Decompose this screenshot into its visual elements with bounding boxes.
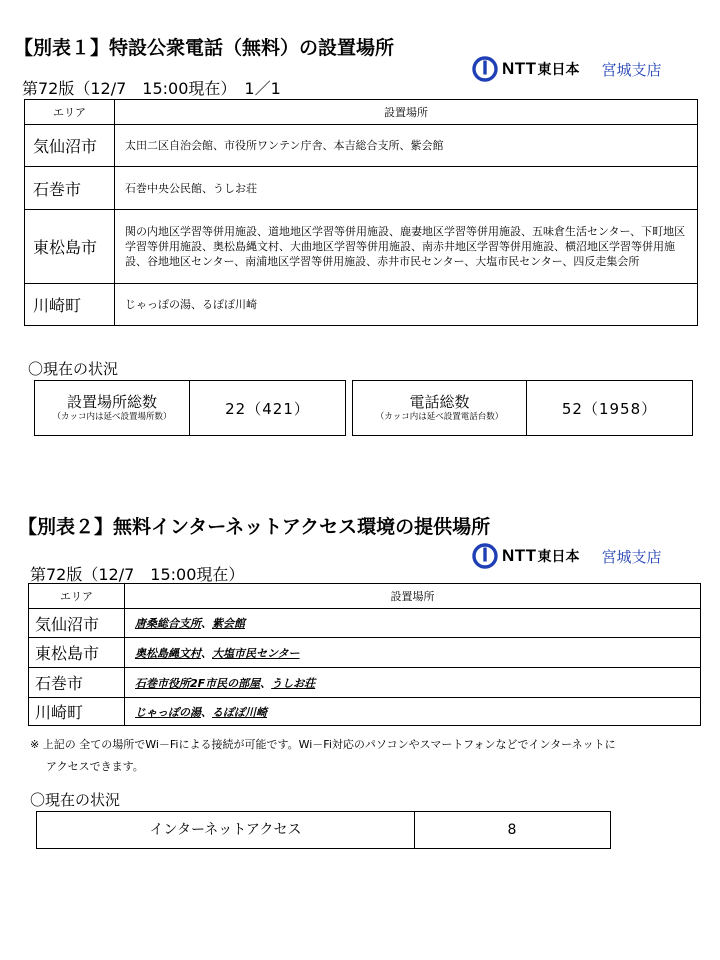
logo-east-text: 東日本: [537, 62, 580, 78]
place-link[interactable]: 奥松島縄文村: [135, 646, 201, 660]
row-place: [125, 638, 701, 668]
locations-sublabel: （カッコ内は延べ設置場所数）: [52, 412, 172, 422]
locations-label: 設置場所総数: [66, 393, 157, 411]
row-place: [125, 668, 701, 698]
row-place: 石巻中央公民館、うしお荘: [115, 167, 698, 210]
ntt-logo-1: [472, 56, 662, 82]
phone-location-table: [24, 99, 698, 326]
place-separator: 、: [201, 646, 212, 660]
locations-value: 22（421）: [190, 381, 346, 436]
ntt-logo-2: [472, 543, 662, 569]
table-header-area: エリア: [25, 100, 115, 125]
wifi-note: [30, 734, 710, 778]
table-row: [25, 167, 698, 210]
row-place: [125, 609, 701, 638]
table-row: [29, 638, 701, 668]
row-place: 関の内地区学習等併用施設、道地地区学習等併用施設、鹿妻地区学習等併用施設、五味倉生活センター、下町地区学習等併用施設、奥松島縄文村、大曲地区学習等併用施設、南赤井地区学習等併用施設、横沼地区学習等併用施設、谷地地区センター、南浦地区学習等併用施設、赤井市民センター、大塩市民センター、四反走集会所: [115, 210, 698, 284]
table-header-place: 設置場所: [115, 100, 698, 125]
row-area: 石巻市: [25, 167, 115, 210]
place-separator: 、: [260, 676, 272, 690]
internet-access-box: [36, 811, 611, 849]
logo-branch-text: 宮城支店: [601, 547, 662, 566]
wifi-note-line1: ※ 上記の 全ての場所でWi－Fiによる接続が可能です。Wi－Fi対応のパソコンやスマートフォンなどでインターネットに: [30, 738, 616, 751]
row-area: 川崎町: [29, 698, 125, 726]
logo-ntt-text: NTT: [502, 59, 537, 78]
wifi-location-table: [28, 583, 701, 726]
internet-access-value: 8: [415, 812, 611, 849]
row-area: 東松島市: [25, 210, 115, 284]
row-area: 気仙沼市: [25, 125, 115, 167]
place-separator: 、: [201, 617, 212, 630]
table-row: [29, 698, 701, 726]
logo-east-text: 東日本: [537, 549, 580, 565]
row-area: 気仙沼市: [29, 609, 125, 638]
table-row: [25, 125, 698, 167]
row-place: 太田二区自治会館、市役所ワンテン庁舎、本吉総合支所、紫会館: [115, 125, 698, 167]
row-place: じゃっぽの湯、るぽぽ川崎: [115, 284, 698, 326]
location-count-box: [34, 380, 346, 436]
table-header-area: エリア: [29, 584, 125, 609]
section2-status-heading: 〇現在の状況: [30, 791, 121, 809]
ntt-logo-icon: [472, 543, 498, 569]
logo-branch-text: 宮城支店: [601, 60, 662, 79]
phones-value: 52（1958）: [527, 381, 693, 436]
ntt-logo-icon: [472, 56, 498, 82]
table-row: [25, 210, 698, 284]
place-link[interactable]: 唐桑総合支所: [135, 617, 201, 630]
place-link[interactable]: うしお荘: [271, 676, 316, 690]
phone-count-box: [352, 380, 693, 436]
place-separator: 、: [201, 705, 212, 719]
section2-version: 第72版（12/7 15:00現在）: [30, 565, 245, 584]
row-area: 石巻市: [29, 668, 125, 698]
table-header-place: 設置場所: [125, 584, 701, 609]
phones-label: 電話総数: [409, 393, 470, 411]
table-row: [29, 609, 701, 638]
place-link[interactable]: るぽぽ川崎: [212, 705, 267, 719]
place-link[interactable]: 石巻市役所2F市民の部屋: [135, 676, 261, 690]
place-link[interactable]: 紫会館: [212, 617, 245, 630]
internet-access-label: インターネットアクセス: [37, 812, 415, 849]
row-place: [125, 698, 701, 726]
section2-title: 【別表２】無料インターネットアクセス環境の提供場所: [18, 516, 491, 538]
table-row: [25, 284, 698, 326]
row-area: 川崎町: [25, 284, 115, 326]
place-link[interactable]: じゃっぽの湯: [135, 705, 201, 719]
section1-version: 第72版（12/7 15:00現在） 1／1: [22, 79, 281, 98]
phones-sublabel: （カッコ内は延べ設置電話台数）: [375, 412, 504, 422]
table-row: [29, 668, 701, 698]
wifi-note-line2: アクセスできます。: [46, 760, 144, 773]
row-area: 東松島市: [29, 638, 125, 668]
logo-ntt-text: NTT: [502, 546, 537, 565]
section1-title: 【別表１】特設公衆電話（無料）の設置場所: [14, 37, 395, 59]
place-link[interactable]: 大塩市民センター: [212, 646, 300, 660]
section1-status-heading: 〇現在の状況: [28, 360, 119, 378]
